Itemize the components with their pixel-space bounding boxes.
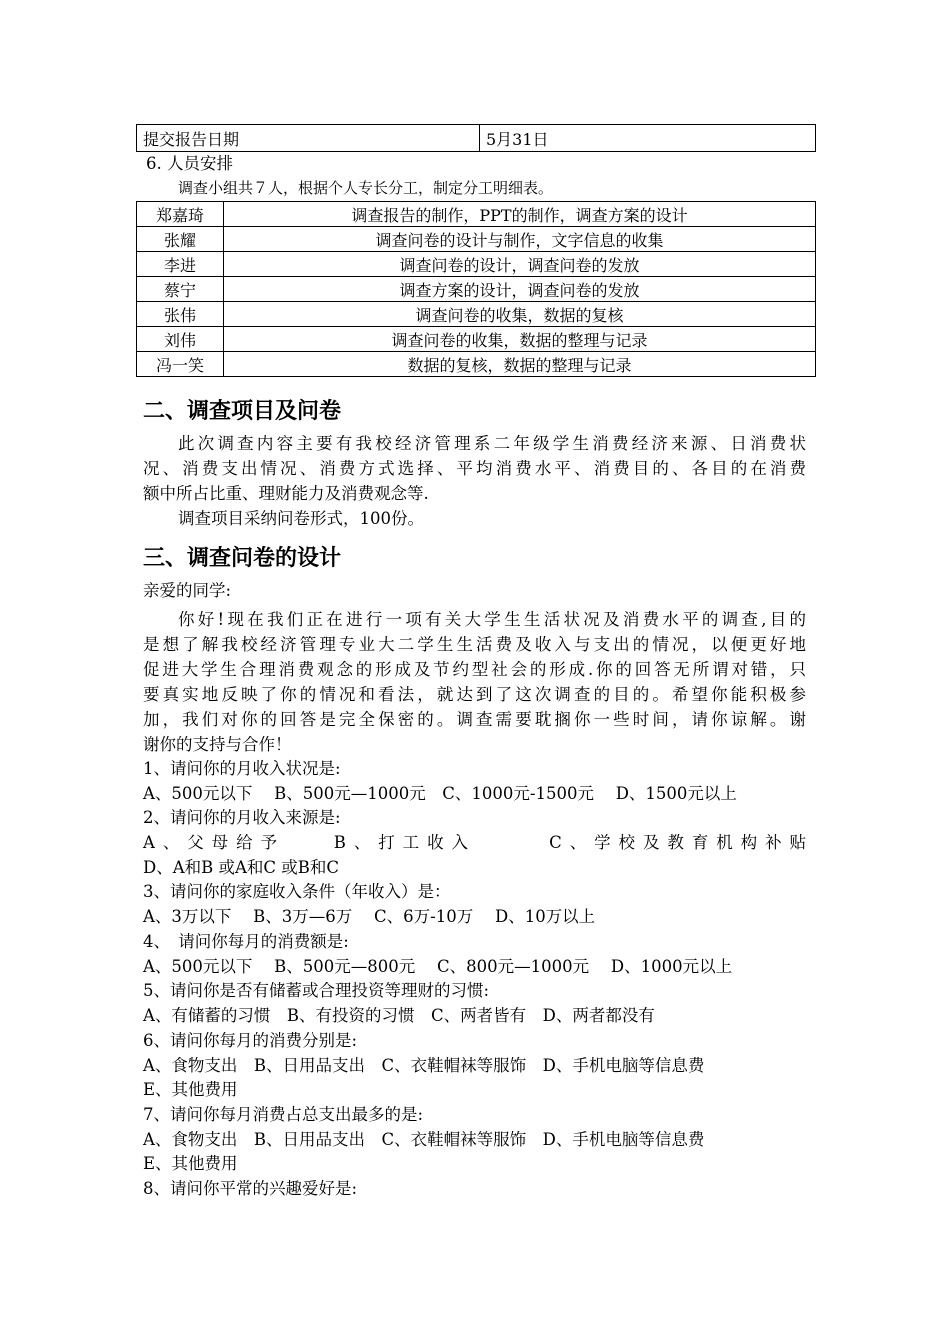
table-row <box>137 352 816 377</box>
table-row <box>137 252 816 277</box>
section2-para-line: 此次调查内容主要有我校经济管理系二年级学生消费经济来源、日消费状 <box>178 434 806 453</box>
question-options: A、父母给予 B、打工收入 C、学校及教育机构补贴 <box>143 833 806 852</box>
question-text: 1、请问你的月收入状况是: <box>143 759 341 778</box>
greeting: 亲爱的同学: <box>143 581 232 600</box>
staff-name: 李进 <box>137 252 224 277</box>
staff-name: 蔡宁 <box>137 277 224 302</box>
table-row <box>137 302 816 327</box>
intro-line: 要真实地反映了你的情况和看法，就达到了这次调查的目的。希望你能积极参 <box>143 685 806 704</box>
staffing-heading: 6. 人员安排 <box>146 154 233 173</box>
question-text: 6、请问你每月的消费分别是: <box>143 1031 358 1050</box>
question-options: A、食物支出 B、日用品支出 C、衣鞋帽袜等服饰 D、手机电脑等信息费 <box>143 1056 705 1075</box>
staff-name: 张伟 <box>137 302 224 327</box>
question-options: A、500元以下 B、500元—800元 C、800元—1000元 D、1000元以上 <box>143 957 733 976</box>
staff-name: 郑嘉琦 <box>137 202 224 227</box>
question-text: 8、请问你平常的兴趣爱好是: <box>143 1179 358 1198</box>
intro-line: 加，我们对你的回答是完全保密的。调查需要耽搁你一些时间，请你谅解。谢 <box>143 710 806 729</box>
question-options: A、500元以下 B、500元—1000元 C、1000元-1500元 D、1500元以上 <box>143 784 737 803</box>
table-row <box>137 327 816 352</box>
staff-duty: 调查问卷的设计，调查问卷的发放 <box>224 252 816 277</box>
question-options: E、其他费用 <box>143 1154 238 1173</box>
question-text: 3、请问你的家庭收入条件（年收入）是： <box>143 882 451 901</box>
staff-duty: 调查问卷的收集，数据的整理与记录 <box>224 327 816 352</box>
section2-para-line: 况、消费支出情况、消费方式选择、平均消费水平、消费目的、各目的在消费 <box>143 459 806 478</box>
question-text: 7、请问你每月消费占总支出最多的是: <box>143 1105 424 1124</box>
question-options: A、3万以下 B、3万—6万 C、6万-10万 D、10万以上 <box>143 907 596 926</box>
date-label-cell: 提交报告日期 <box>137 125 480 152</box>
staff-duty: 调查问卷的收集，数据的复核 <box>224 302 816 327</box>
question-options: D、A和B 或A和C 或B和C <box>143 858 340 877</box>
intro-line: 促进大学生合理消费观念的形成及节约型社会的形成.你的回答无所谓对错，只 <box>143 660 806 679</box>
staff-name: 冯一笑 <box>137 352 224 377</box>
staff-name: 张耀 <box>137 227 224 252</box>
date-value-cell: 5月31日 <box>480 125 816 152</box>
question-text: 5、请问你是否有储蓄或合理投资等理财的习惯: <box>143 981 490 1000</box>
question-text: 2、请问你的月收入来源是: <box>143 808 341 827</box>
table-row <box>137 277 816 302</box>
staff-duty: 调查报告的制作，PPT的制作，调查方案的设计 <box>224 202 816 227</box>
staff-duty: 数据的复核，数据的整理与记录 <box>224 352 816 377</box>
section2-para-line: 额中所占比重、理财能力及消费观念等. <box>143 484 429 503</box>
report-date-table <box>136 124 816 152</box>
intro-line: 是想了解我校经济管理专业大二学生生活费及收入与支出的情况，以便更好地 <box>143 635 806 654</box>
table-row <box>137 202 816 227</box>
section2-para2: 调查项目采纳问卷形式，100份。 <box>178 509 424 528</box>
section3-title: 三、调查问卷的设计 <box>143 546 342 571</box>
question-options: E、其他费用 <box>143 1080 238 1099</box>
staff-table <box>136 201 816 377</box>
staffing-intro: 调查小组共７人，根据个人专长分工，制定分工明细表。 <box>178 179 554 197</box>
table-row <box>137 227 816 252</box>
question-options: A、有储蓄的习惯 B、有投资的习惯 C、两者皆有 D、两者都没有 <box>143 1006 655 1025</box>
question-text: 4、 请问你每月的消费额是: <box>143 932 349 951</box>
question-options: A、食物支出 B、日用品支出 C、衣鞋帽袜等服饰 D、手机电脑等信息费 <box>143 1130 705 1149</box>
table-row <box>137 125 816 152</box>
staff-duty: 调查方案的设计，调查问卷的发放 <box>224 277 816 302</box>
intro-line: 你好!现在我们正在进行一项有关大学生生活状况及消费水平的调查,目的 <box>178 610 806 629</box>
staff-duty: 调查问卷的设计与制作，文字信息的收集 <box>224 227 816 252</box>
staff-name: 刘伟 <box>137 327 224 352</box>
section2-title: 二、调查项目及问卷 <box>143 399 342 424</box>
intro-line: 谢你的支持与合作！ <box>143 735 292 754</box>
